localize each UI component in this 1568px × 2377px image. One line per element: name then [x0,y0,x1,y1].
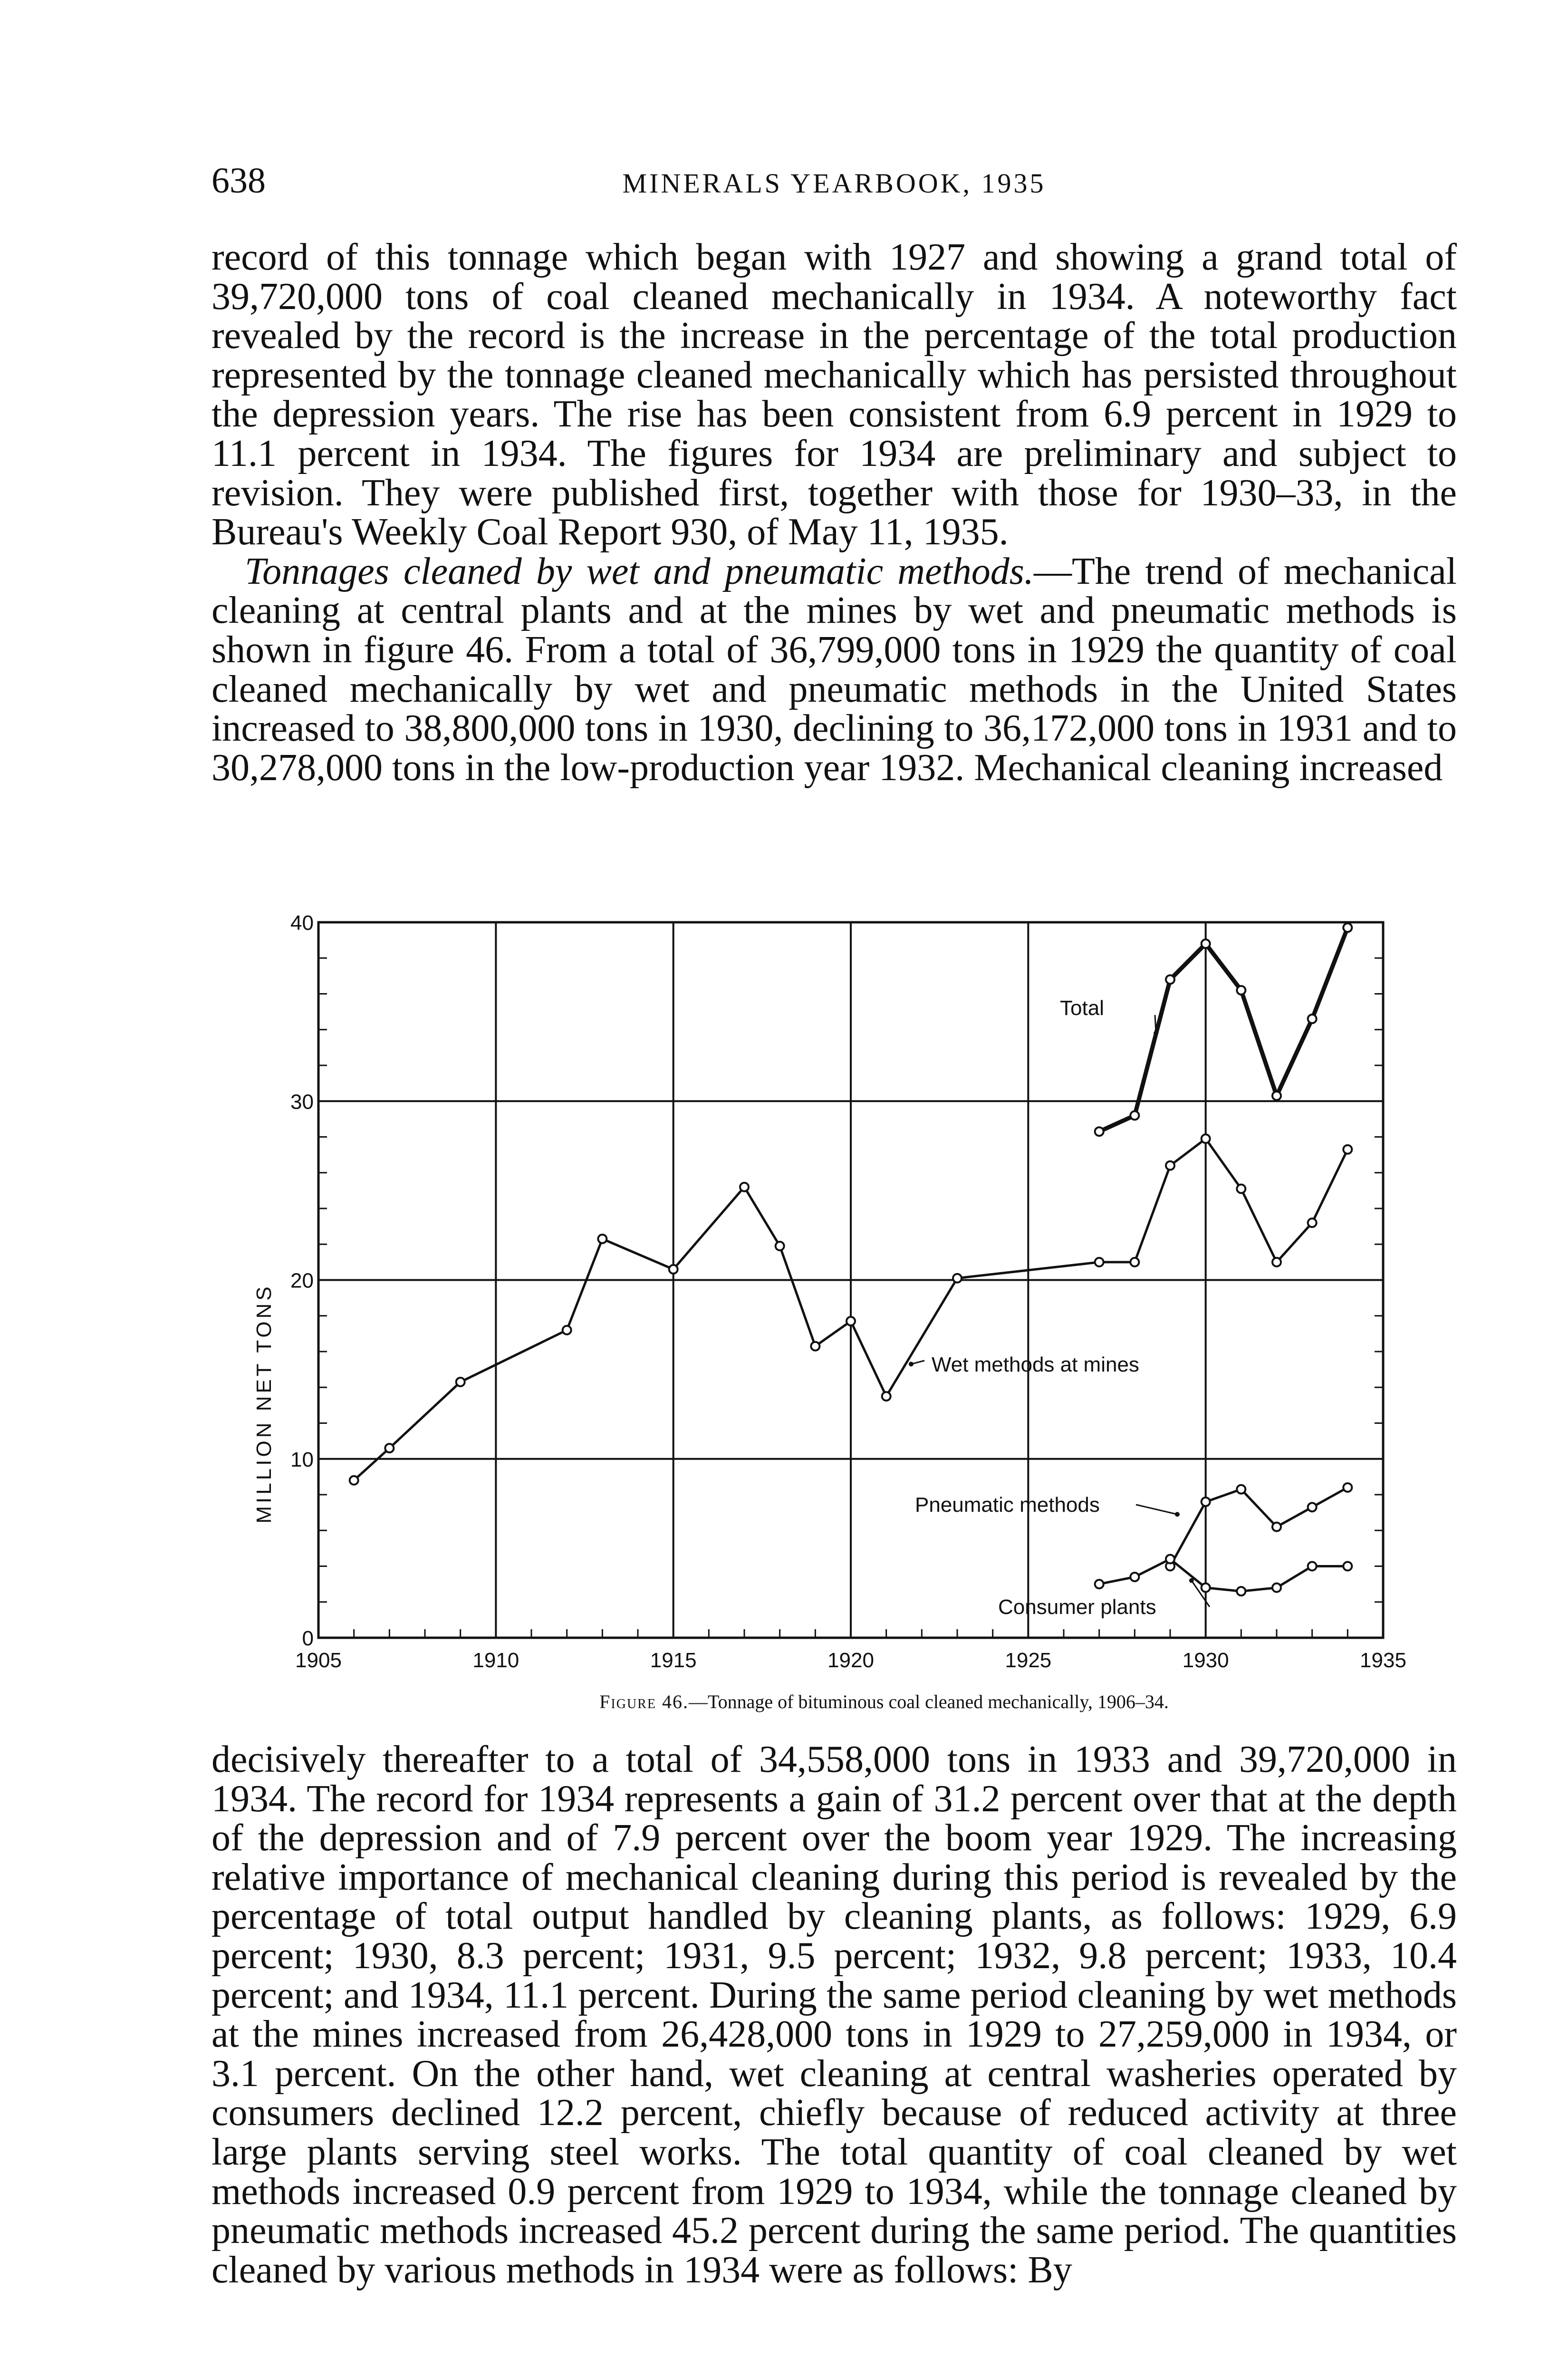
data-point-wet-methods-at-mines [1166,1161,1174,1170]
data-point-wet-methods-at-mines [882,1392,891,1401]
data-point-wet-methods-at-mines [1343,1145,1352,1154]
figure-label: Figure 46. [599,1691,689,1712]
data-point-total [1130,1111,1139,1120]
annotation-total: Total [1060,996,1104,1020]
data-point-wet-methods-at-mines [1308,1218,1317,1227]
data-point-wet-methods-at-mines [776,1242,784,1250]
data-point-consumer-plants [1343,1562,1352,1571]
data-point-pneumatic-methods [1343,1483,1352,1492]
data-point-consumer-plants [1237,1587,1245,1595]
data-point-total [1308,1015,1317,1023]
data-point-consumer-plants [1130,1573,1139,1581]
annotation-leader [1155,1015,1156,1033]
data-point-pneumatic-methods [1272,1523,1281,1531]
chart-grid [318,922,1383,1638]
data-point-total [1166,975,1174,984]
x-tick-label: 1910 [472,1649,519,1672]
data-point-consumer-plants [1095,1580,1104,1588]
running-head: MINERALS YEARBOOK, 1935 [622,168,1046,199]
data-point-total [1343,923,1352,932]
data-point-wet-methods-at-mines [385,1444,394,1452]
data-point-wet-methods-at-mines [350,1476,358,1485]
series-line-pneumatic-methods [1170,1488,1347,1566]
data-point-total [1237,986,1245,995]
y-axis-label: MILLION NET TONS [252,1284,276,1524]
y-tick-label: 0 [302,1627,314,1650]
x-tick-label: 1935 [1360,1649,1406,1672]
data-point-wet-methods-at-mines [1202,1134,1210,1143]
y-tick-label: 40 [290,911,314,935]
paragraph-decisively: decisively thereafter to a total of 34,558,000 tons in 1933 and 39,720,000 in 1934. The record for 1934 represents a gain of 31.2 percent over that at the depth of the depression and of 7.9 percent over the boom year 1929. The increasing relative importance of mechanical cleaning during this period is revealed by the percentage of total output handled by cleaning plants, as follows: 1929, 6.9 percent; 1930, 8.3 percent; 1931, 9.5 percent; 1932, 9.8 percent; 1933, 10.4 percent; and 1934, 11.1 percent. During the same period cleaning by wet methods at the mines increased from 26,428,000 tons in 1929 to 27,259,000 in 1934, or 3.1 percent. On the other hand, wet cleaning at central washeries operated by consumers declined 12.2 percent, chiefly because of reduced activity at three large plants serving steel works. The total quantity of coal cleaned by wet methods increased 0.9 percent from 1929 to 1934, while the tonnage cleaned by pneumatic methods increased 45.2 percent during the same period. The quantities cleaned by various methods in 1934 were as follows: By [212,1739,1457,2291]
data-point-wet-methods-at-mines [740,1183,749,1191]
x-tick-label: 1930 [1182,1649,1229,1672]
page-number: 638 [212,161,266,201]
data-point-pneumatic-methods [1237,1485,1245,1494]
data-point-wet-methods-at-mines [1272,1258,1281,1266]
annotation-arrowhead [909,1362,914,1366]
data-point-total [1202,939,1210,948]
annotation-leader [1136,1505,1177,1514]
annotation-arrowhead [1154,1031,1158,1035]
data-point-total [1272,1092,1281,1100]
data-point-wet-methods-at-mines [598,1235,606,1243]
data-point-wet-methods-at-mines [847,1317,855,1325]
data-point-wet-methods-at-mines [1237,1185,1245,1193]
data-point-wet-methods-at-mines [953,1274,962,1283]
figure-caption [285,1688,1483,1716]
x-tick-label: 1925 [1005,1649,1052,1672]
figure-caption-text: —Tonnage of bituminous coal cleaned mechanically, 1906–34. [688,1691,1169,1712]
data-point-wet-methods-at-mines [811,1342,819,1351]
paragraph-tonnages-text: —The trend of mechanical cleaning at central plants and at the mines by wet and pneumatic methods is shown in figure 46. From a total of 36,799,000 tons in 1929 the quantity of coal cleaned mechanically by wet and pneumatic methods in the United States increased to 38,800,000 tons in 1930, declining to 36,172,000 tons in 1931 and to 30,278,000 tons in the low-production year 1932. Mechanical cleaning increased [212,550,1457,789]
annotation-wet-methods-at-mines: Wet methods at mines [932,1353,1139,1376]
x-tick-label: 1905 [295,1649,342,1672]
annotation-pneumatic-methods: Pneumatic methods [915,1493,1100,1517]
annotation-arrowhead [1189,1578,1194,1583]
data-point-pneumatic-methods [1202,1498,1210,1506]
chart-labels [252,911,1406,1672]
annotation-arrowhead [1175,1512,1180,1517]
y-tick-label: 20 [290,1269,314,1293]
data-point-consumer-plants [1308,1562,1317,1571]
lower-text-block [212,1740,1457,2290]
data-point-consumer-plants [1166,1555,1174,1563]
x-tick-label: 1920 [827,1649,874,1672]
paragraph-record: record of this tonnage which began with 1927 and showing a grand total of 39,720,000 tons of coal cleaned mechanically in 1934. A noteworthy fact revealed by the record is the increase in the percentage of the total production represented by the tonnage cleaned mechanically which has persisted throughout the depression years. The rise has been consistent from 6.9 percent in 1929 to 11.1 percent in 1934. The figures for 1934 are preliminary and subject to revision. They were published first, together with those for 1930–33, in the Bureau's Weekly Coal Report 930, of May 11, 1935. [212,236,1457,553]
data-point-pneumatic-methods [1308,1503,1317,1511]
data-point-wet-methods-at-mines [669,1265,678,1274]
data-point-total [1095,1127,1104,1136]
data-point-consumer-plants [1272,1584,1281,1592]
annotation-consumer-plants: Consumer plants [998,1595,1156,1619]
data-point-wet-methods-at-mines [1130,1258,1139,1266]
data-point-wet-methods-at-mines [456,1378,465,1386]
data-point-consumer-plants [1202,1584,1210,1592]
y-tick-label: 10 [290,1448,314,1471]
data-point-wet-methods-at-mines [563,1326,571,1334]
run-in-heading: Tonnages cleaned by wet and pneumatic methods. [245,550,1034,592]
x-tick-label: 1915 [650,1649,697,1672]
y-tick-label: 30 [290,1090,314,1114]
data-point-wet-methods-at-mines [1095,1258,1104,1266]
